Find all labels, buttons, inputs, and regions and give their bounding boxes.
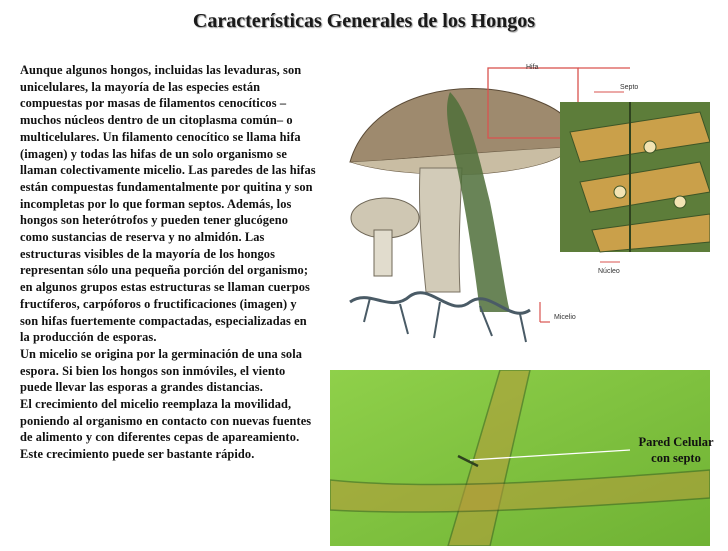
caption-line-2: con septo — [651, 451, 701, 465]
label-hifa: Hifa — [526, 64, 539, 71]
paragraph-intro: Aunque algunos hongos, incluidas las levaduras, son unicelulares, la mayoría de las especies están compuestas por masas de filamentos cenocíticos –muchos núcleos dentro de un citoplasma común– o multicelulares. Un filamento cenocítico se llama hifa (imagen) y todas las hifas de un solo organismo se llaman colectivamente micelio. Las paredes de las hifas están compuestas fundamentalmente por quitina y son incompletas por lo que forman septos. Además, los hongos son heterótrofos y pueden tener glucógeno como sustancias de reserva y no almidón. Las estructuras visibles de la mayoría de los hongos representan sólo una pequeña porción del organismo; en algunos grupos estas estructuras se llaman cuerpos fructíferos, carpóforos o fructificaciones (imagen) y son hifas fuertemente compactadas, especializadas en la producción de esporas. — [20, 63, 316, 345]
mushroom-illustration — [330, 52, 710, 356]
small-mushroom-stem — [374, 230, 392, 276]
body-text — [20, 62, 316, 463]
caption-line-1: Pared Celular — [638, 435, 714, 449]
label-nucleo: Núcleo — [598, 268, 620, 275]
mushroom-diagram-svg — [330, 52, 710, 356]
paragraph-crecimiento: El crecimiento del micelio reemplaza la movilidad, poniendo al organismo en contacto con nuevas fuentes de alimento y con diferentes cepas de apareamiento. Este crecimiento puede ser bastante rápido. — [20, 397, 312, 462]
page-title: Características Generales de los Hongos — [192, 10, 536, 32]
micrograph-caption — [626, 434, 726, 466]
paragraph-micelio: Un micelio se origina por la germinación de una sola espora. Si bien los hongos son inmóviles, el viento puede llevar las esporas a grandes distancias. — [20, 346, 303, 395]
label-septo: Septo — [620, 84, 639, 91]
label-micelio: Micelio — [554, 314, 576, 321]
mushroom-stem — [419, 168, 462, 292]
